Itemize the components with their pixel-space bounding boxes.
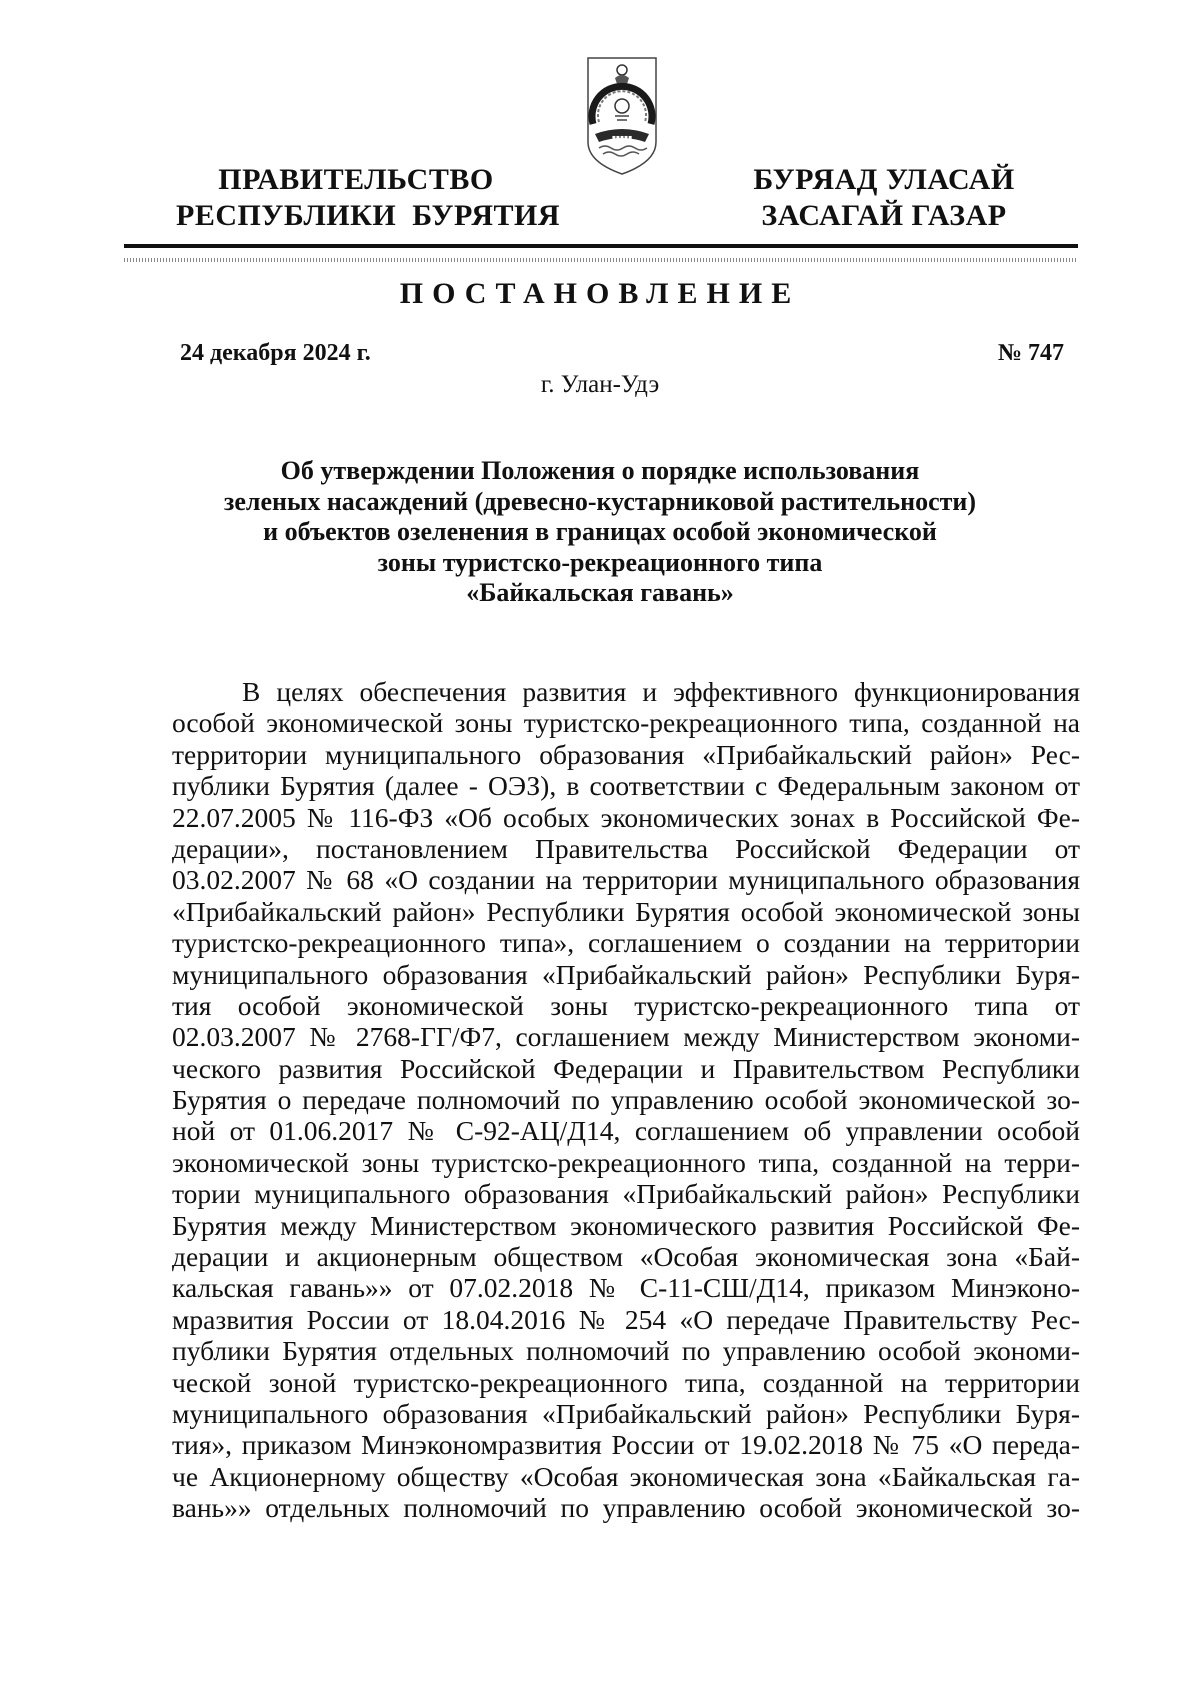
org-ru-line-1: ПРАВИТЕЛЬСТВО [218, 163, 494, 196]
body-line: муниципального образования «Прибайкальский район» Республики Буря- [172, 1397, 1080, 1429]
body-line: 02.03.2007 № 2768-ГГ/Ф7, соглашением между Министерством экономи- [172, 1021, 1080, 1053]
body-line: Бурятия о передаче полномочий по управлению особой экономической зо- [172, 1084, 1080, 1116]
coat-of-arms-icon [585, 50, 659, 178]
document-type: ПОСТАНОВЛЕНИЕ [399, 277, 801, 310]
body-line: 03.02.2007 № 68 «О создании на территории муниципального образования [172, 864, 1080, 896]
body-line: мразвития России от 18.04.2016 № 254 «О передаче Правительству Рес- [172, 1303, 1080, 1335]
org-ru-line-2: РЕСПУБЛИКИ БУРЯТИЯ [176, 199, 561, 232]
body-line: тия», приказом Минэкономразвития России от 19.02.2018 № 75 «О переда- [172, 1429, 1080, 1461]
document-number: № 747 [997, 340, 1064, 366]
body-line: Бурятия между Министерством экономического развития Российской Фе- [172, 1209, 1080, 1241]
title-line: зеленых насаждений (древесно-кустарниковой растительности) [223, 486, 977, 516]
title-line: зоны туристско-рекреационного типа [377, 547, 823, 577]
body-line: кальская гавань»» от 07.02.2018 № С-11-СШ/Д14, приказом Минэконо- [172, 1272, 1080, 1304]
body-line: дерации и акционерным обществом «Особая экономическая зона «Бай- [172, 1241, 1080, 1273]
body-line: ной от 01.06.2017 № С-92-АЦ/Д14, соглашением об управлении особой [172, 1115, 1080, 1147]
body-line: че Акционерному обществу «Особая экономическая зона «Байкальская га- [172, 1460, 1080, 1492]
header-divider-thin [124, 258, 1078, 262]
document-city: г. Улан-Удэ [540, 371, 660, 398]
body-line: дерации», постановлением Правительства Российской Федерации от [172, 832, 1080, 864]
org-bua-line-1: БУРЯАД УЛАСАЙ [753, 163, 1015, 196]
document-title [160, 456, 1040, 609]
body-line: вань»» отдельных полномочий по управлению особой экономической зо- [172, 1492, 1080, 1524]
body-line: публики Бурятия (далее - ОЭЗ), в соответствии с Федеральным законом от [172, 770, 1080, 802]
body-line: тия особой экономической зоны туристско-рекреационного типа от [172, 989, 1080, 1021]
body-line: 22.07.2005 № 116-ФЗ «Об особых экономических зонах в Российской Фе- [172, 801, 1080, 833]
document-body [172, 676, 1080, 1524]
body-line: территории муниципального образования «Прибайкальский район» Рес- [172, 738, 1080, 770]
svg-text:▪▪▪▪▪: ▪▪▪▪▪ [611, 134, 633, 141]
body-line: экономической зоны туристско-рекреационного типа, созданной на терри- [172, 1146, 1080, 1178]
title-line: «Байкальская гавань» [466, 578, 734, 607]
document-date: 24 декабря 2024 г. [180, 340, 371, 366]
organization-name-buryat [734, 162, 1034, 234]
organization-name-russian [176, 162, 561, 234]
body-line: ческой зоной туристско-рекреационного типа, созданной на территории [172, 1366, 1080, 1398]
body-line: муниципального образования «Прибайкальский район» Республики Буря- [172, 958, 1080, 990]
body-line: «Прибайкальский район» Республики Бурятия особой экономической зоны [172, 895, 1080, 927]
body-line: туристско-рекреационного типа», соглашением о создании на территории [172, 927, 1080, 959]
org-bua-line-2: ЗАСАГАЙ ГАЗАР [761, 199, 1007, 232]
body-line: В целях обеспечения развития и эффективного функционирования [242, 676, 1080, 707]
body-line: особой экономической зоны туристско-рекреационного типа, созданной на [172, 707, 1080, 739]
body-line: ческого развития Российской Федерации и Правительством Республики [172, 1052, 1080, 1084]
title-line: Об утверждении Положения о порядке использования [280, 456, 920, 485]
body-line: тории муниципального образования «Прибайкальский район» Республики [172, 1178, 1080, 1210]
body-line: публики Бурятия отдельных полномочий по управлению особой экономи- [172, 1335, 1080, 1367]
title-line: и объектов озеленения в границах особой экономической [263, 517, 937, 546]
header-divider-thick [124, 244, 1078, 248]
